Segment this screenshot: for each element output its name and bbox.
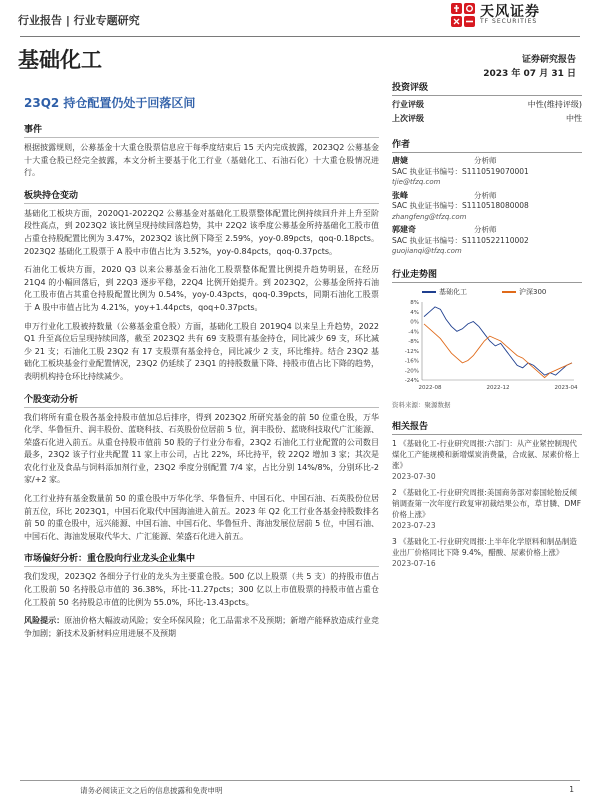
x-tick-label: 2022-12 bbox=[486, 384, 510, 391]
related-report-date: 2023-07-23 bbox=[392, 520, 436, 530]
section-heading: 个股变动分析 bbox=[24, 392, 379, 408]
y-tick-label: -16% bbox=[404, 358, 419, 364]
author-card bbox=[392, 191, 582, 223]
author-email[interactable]: tjie@tfzq.com bbox=[392, 178, 441, 186]
author-cert: SAC 执业证书编号：S1110519070001 bbox=[392, 166, 529, 176]
legend-label: 基础化工 bbox=[439, 287, 467, 296]
paragraph: 根据披露规则，公募基金十大重仓股票信息应于每季度结束后 15 天内完成披露，2023Q2 公募基金十大重仓股已经完全披露，本文分析主要基于化工行业（基础化工、石油石化）十大重仓股情况进行。 bbox=[24, 143, 379, 178]
y-tick-label: -12% bbox=[404, 348, 419, 355]
series-line-0 bbox=[424, 306, 572, 374]
x-tick-label: 2022-08 bbox=[418, 384, 442, 391]
rating-heading: 投资评级 bbox=[392, 80, 582, 96]
risk-warning bbox=[24, 615, 379, 640]
related-report-title[interactable]: 1 《基础化工-行业研究周报:六部门：从产业紧控制现代煤化工产能规模和新增煤炭消费量，合成氨、尿素价格上涨》 bbox=[392, 438, 580, 470]
rating-row-industry bbox=[392, 99, 582, 113]
author-email[interactable]: guojianqi@tfzq.com bbox=[392, 247, 462, 255]
legend-swatch-0 bbox=[422, 291, 436, 293]
y-tick-label: -4% bbox=[408, 328, 419, 335]
paragraph: 石油化工板块方面，2020 Q3 以来公募基金石油化工股票整体配置比例提升趋势明显，在经历 21Q4 的小幅回落后，到 22Q3 逐步平稳，22Q4 比例开始提升。到 2023Q2，公募基金所持石油化工股市值占其重仓持股配置比例为 0.54%，yoy-0.43pcts，qoq-0.39pcts，同期石油化工股票于 A 股中市值占比为 4.21%，yoy+1.44pcts，qoq+0.37pcts。 bbox=[24, 265, 379, 312]
section-heading: 板块持仓变动 bbox=[24, 188, 379, 204]
y-tick-label: -8% bbox=[408, 338, 419, 345]
chart-source: 资料来源：聚源数据 bbox=[392, 400, 451, 409]
paragraph: 申万行业化工股被持数量（公募基金重仓股）方面，基础化工股自 2019Q4 以来呈上升趋势，2022 Q1 升至高位后呈现持续回落，截至 2023Q2 共有 69 支股票有基金持仓，同比减少 69 支，环比减少 21 支；石油化工股 23Q2 有 17 支股票有基金持仓，同比减少 2 支，环比维持。结合 23Q2 基础化工板块基金行业配置情况，23Q2 仍延续了 23Q1 的持股数量下降、持股市值占比下降的趋势，表明机构持仓环比持续减少。 bbox=[24, 321, 379, 381]
series-line-1 bbox=[424, 323, 572, 377]
header-divider bbox=[20, 36, 580, 37]
rating-value: 中性 bbox=[566, 114, 582, 123]
trend-heading: 行业走势图 bbox=[392, 267, 582, 283]
rating-row-prev bbox=[392, 113, 582, 127]
author-name: 唐婕 bbox=[392, 156, 408, 165]
section-heading: 事件 bbox=[24, 122, 379, 138]
x-tick-label: 2023-04 bbox=[554, 384, 578, 391]
author-name: 郭建奇 bbox=[392, 225, 416, 234]
report-category: 行业报告 | 行业专题研究 bbox=[18, 14, 140, 27]
related-report[interactable] bbox=[392, 438, 582, 482]
chart-legend bbox=[392, 286, 582, 298]
main-content bbox=[24, 122, 379, 646]
legend-swatch-1 bbox=[502, 291, 516, 293]
section-heading: 市场偏好分析：重仓股向行业龙头企业集中 bbox=[24, 551, 379, 567]
risk-text: 原油价格大幅波动风险；安全环保风险；化工品需求不及预期；新增产能释放造成行业竞争加剧；新技术及新材料应用进展不及预期 bbox=[24, 616, 380, 638]
author-name: 张峰 bbox=[392, 190, 408, 200]
paragraph: 我们发现，2023Q2 各细分子行业的龙头为主要重仓股。500 亿以上股票（共 5 支）的持股市值占化工股前 50 名持股总市值的 36.38%，环比-11.27pcts；300 亿以上市值股票的持股市值占重仓化工股前 50 名持股总市值的比例为 55.0%，环比-13.43pcts。 bbox=[24, 572, 379, 607]
industry-trend-chart bbox=[392, 298, 582, 394]
authors-heading: 作者 bbox=[392, 137, 582, 153]
industry-title: 基础化工 bbox=[18, 48, 102, 72]
related-report[interactable] bbox=[392, 536, 582, 569]
brand-logo bbox=[450, 0, 580, 30]
risk-label: 风险提示： bbox=[24, 616, 65, 626]
legend-item bbox=[502, 287, 546, 297]
brand-name-en: TF SECURITIES bbox=[480, 18, 538, 25]
y-tick-label: 4% bbox=[410, 309, 419, 316]
related-report-date: 2023-07-30 bbox=[392, 471, 436, 481]
author-email[interactable]: zhangfeng@tfzq.com bbox=[392, 212, 467, 221]
related-report-title[interactable]: 2 《基础化工-行业研究周报:美国商务部对泰国轮胎反倾销调查第一次年度行政复审初裁结果公布，草甘膦、DMF 价格上涨》 bbox=[392, 487, 582, 519]
rating-label: 行业评级 bbox=[392, 100, 424, 109]
author-role: 分析师 bbox=[474, 190, 497, 200]
footer-disclaimer: 请务必阅读正文之后的信息披露和免责申明 bbox=[80, 786, 223, 795]
rating-value: 中性(维持评级) bbox=[527, 100, 582, 109]
page-number: 1 bbox=[569, 785, 574, 794]
logo-icon bbox=[450, 2, 476, 28]
y-tick-label: 8% bbox=[410, 299, 419, 306]
paragraph: 我们将所有重仓股各基金持股市值加总后排序，得到 2023Q2 所研究基金的前 50 位重仓股，万华化学、华鲁恒升、润丰股份、蓝晓科技、石英股份位居前 5 位，润丰股份、蓝晓科技取代广汇能源、荣盛石化进入前五。从重仓持股市值前 50 股的子行业分布看，23Q2 石油化工行业配置的公司数目最多，23Q2 该子行业共配置 11 家上市公司，占比 22%，环比持平，较 22Q2 增加 3 家；其次是农化行业及食品与饲料添加剂行业，23Q2 季度分别配置 7/4 家，占比分别 14%/8%，分别环比-2 家/+2 家。 bbox=[24, 412, 379, 485]
legend-item bbox=[422, 287, 467, 297]
sidebar bbox=[392, 80, 582, 574]
y-tick-label: -24% bbox=[404, 377, 419, 384]
report-kind: 证券研究报告 bbox=[521, 55, 576, 65]
report-subtitle: 23Q2 持仓配置仍处于回落区间 bbox=[24, 96, 196, 110]
legend-label: 沪深300 bbox=[519, 287, 547, 296]
related-report-date: 2023-07-16 bbox=[392, 558, 436, 568]
paragraph: 化工行业持有基金数量前 50 的重仓股中万华化学、华鲁恒升、中国石化、中国石油、石英股份位居前五位，环比 2023Q1，中国石化取代中国海油进入前五。2023 年 Q2 化工行业各基金持股数排名前 50 的重仓股中，远兴能源、中国石油、中国石化、华鲁恒升、海油发展位居前 5 位，中国石油、中国石化、海油发展取代华大、广汇能源、荣盛石化进入前五。 bbox=[24, 494, 379, 541]
author-role: 分析师 bbox=[474, 156, 497, 165]
y-tick-label: -20% bbox=[404, 367, 419, 374]
brand-name: 天风证券 bbox=[480, 4, 540, 20]
paragraph: 基础化工板块方面，2020Q1-2022Q2 公募基金对基础化工股票整体配置比例持续回升并上升至阶段性高点，到 2023Q2 该比例呈现持续回落趋势，其中 22Q2 该季度公募基金所持基础化工股市值占重仓持股配置比例为 3.47%，2023Q2 该比例下降至 2.59%，yoy-0.89pcts，qoq-0.18pcts。2023Q2 基础化工股票于 A 股中市值占比为 3.52%，yoy-0.84pcts，qoq-0.37pcts。 bbox=[24, 208, 379, 256]
author-role: 分析师 bbox=[474, 225, 497, 234]
report-date: 2023 年 07 月 31 日 bbox=[483, 69, 576, 79]
y-tick-label: 0% bbox=[410, 319, 419, 325]
author-cert: SAC 执业证书编号：S1110518080008 bbox=[392, 201, 529, 210]
related-heading: 相关报告 bbox=[392, 419, 582, 435]
related-report-title[interactable]: 3 《基础化工-行业研究周报:上半年化学原料和制品制造业出厂价格同比下降 9.4%，醋酸、尿素价格上涨》 bbox=[392, 536, 577, 557]
rating-label: 上次评级 bbox=[392, 114, 424, 123]
author-card bbox=[392, 156, 582, 188]
author-card bbox=[392, 225, 582, 257]
author-cert: SAC 执业证书编号：S1110522110002 bbox=[392, 235, 529, 245]
related-report[interactable] bbox=[392, 487, 582, 531]
footer-divider bbox=[20, 780, 580, 781]
